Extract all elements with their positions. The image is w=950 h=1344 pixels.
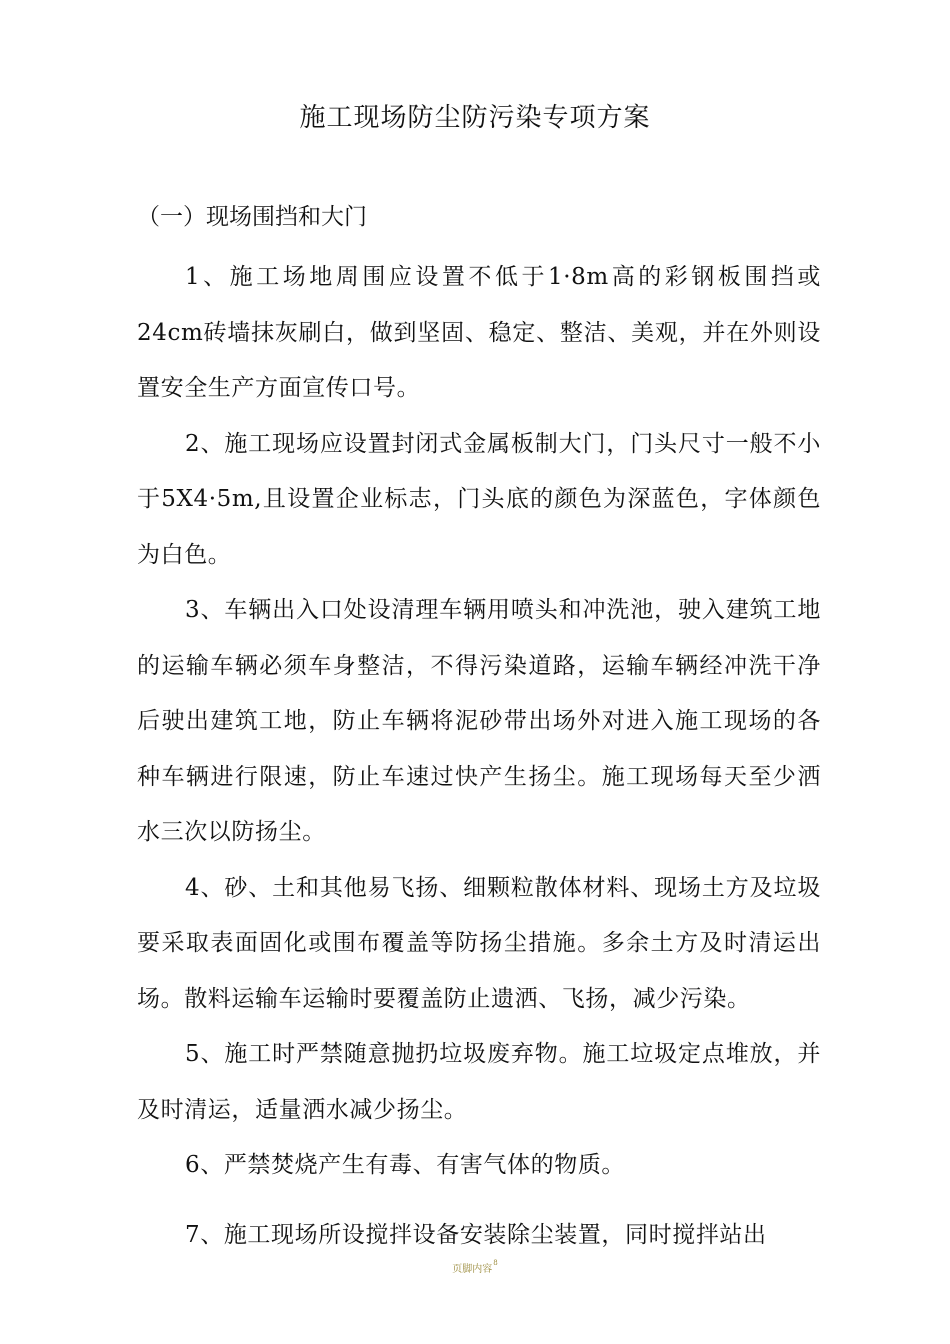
page-number: 8 xyxy=(493,1259,498,1267)
paragraph-1: 1、施工场地周围应设置不低于1·8m高的彩钢板围挡或24cm砖墙抹灰刷白，做到坚固、稳定、整洁、美观，并在外则设置安全生产方面宣传口号。 xyxy=(137,264,821,401)
section-heading: （一）现场围挡和大门 xyxy=(137,204,367,230)
paragraph-3: 3、车辆出入口处设清理车辆用喷头和冲洗池，驶入建筑工地的运输车辆必须车身整洁，不得污染道路，运输车辆经冲洗干净后驶出建筑工地，防止车辆将泥砂带出场外对进入施工现场的各种车辆进行限速，防止车速过快产生扬尘。施工现场每天至少洒水三次以防扬尘。 xyxy=(137,597,821,845)
paragraph-7: 7、施工现场所设搅拌设备安装除尘装置，同时搅拌站出 xyxy=(185,1221,767,1248)
paragraph-4: 4、砂、土和其他易飞扬、细颗粒散体材料、现场土方及垃圾要采取表面固化或围布覆盖等防扬尘措施。多余土方及时清运出场。散料运输车运输时要覆盖防止遗洒、飞扬，减少污染。 xyxy=(137,874,821,1012)
page-footer xyxy=(0,1259,950,1276)
paragraph-2: 2、施工现场应设置封闭式金属板制大门，门头尺寸一般不小于5X4·5m,且设置企业标志，门头底的颜色为深蓝色，字体颜色为白色。 xyxy=(137,430,821,568)
paragraph-5: 5、施工时严禁随意抛扔垃圾废弃物。施工垃圾定点堆放，并及时清运，适量洒水减少扬尘。 xyxy=(137,1041,821,1123)
paragraph-6: 6、严禁焚烧产生有毒、有害气体的物质。 xyxy=(185,1152,626,1178)
document-title: 施工现场防尘防污染专项方案 xyxy=(299,103,651,133)
footer-text: 页脚内容 xyxy=(452,1264,493,1275)
document-body xyxy=(137,250,821,1263)
